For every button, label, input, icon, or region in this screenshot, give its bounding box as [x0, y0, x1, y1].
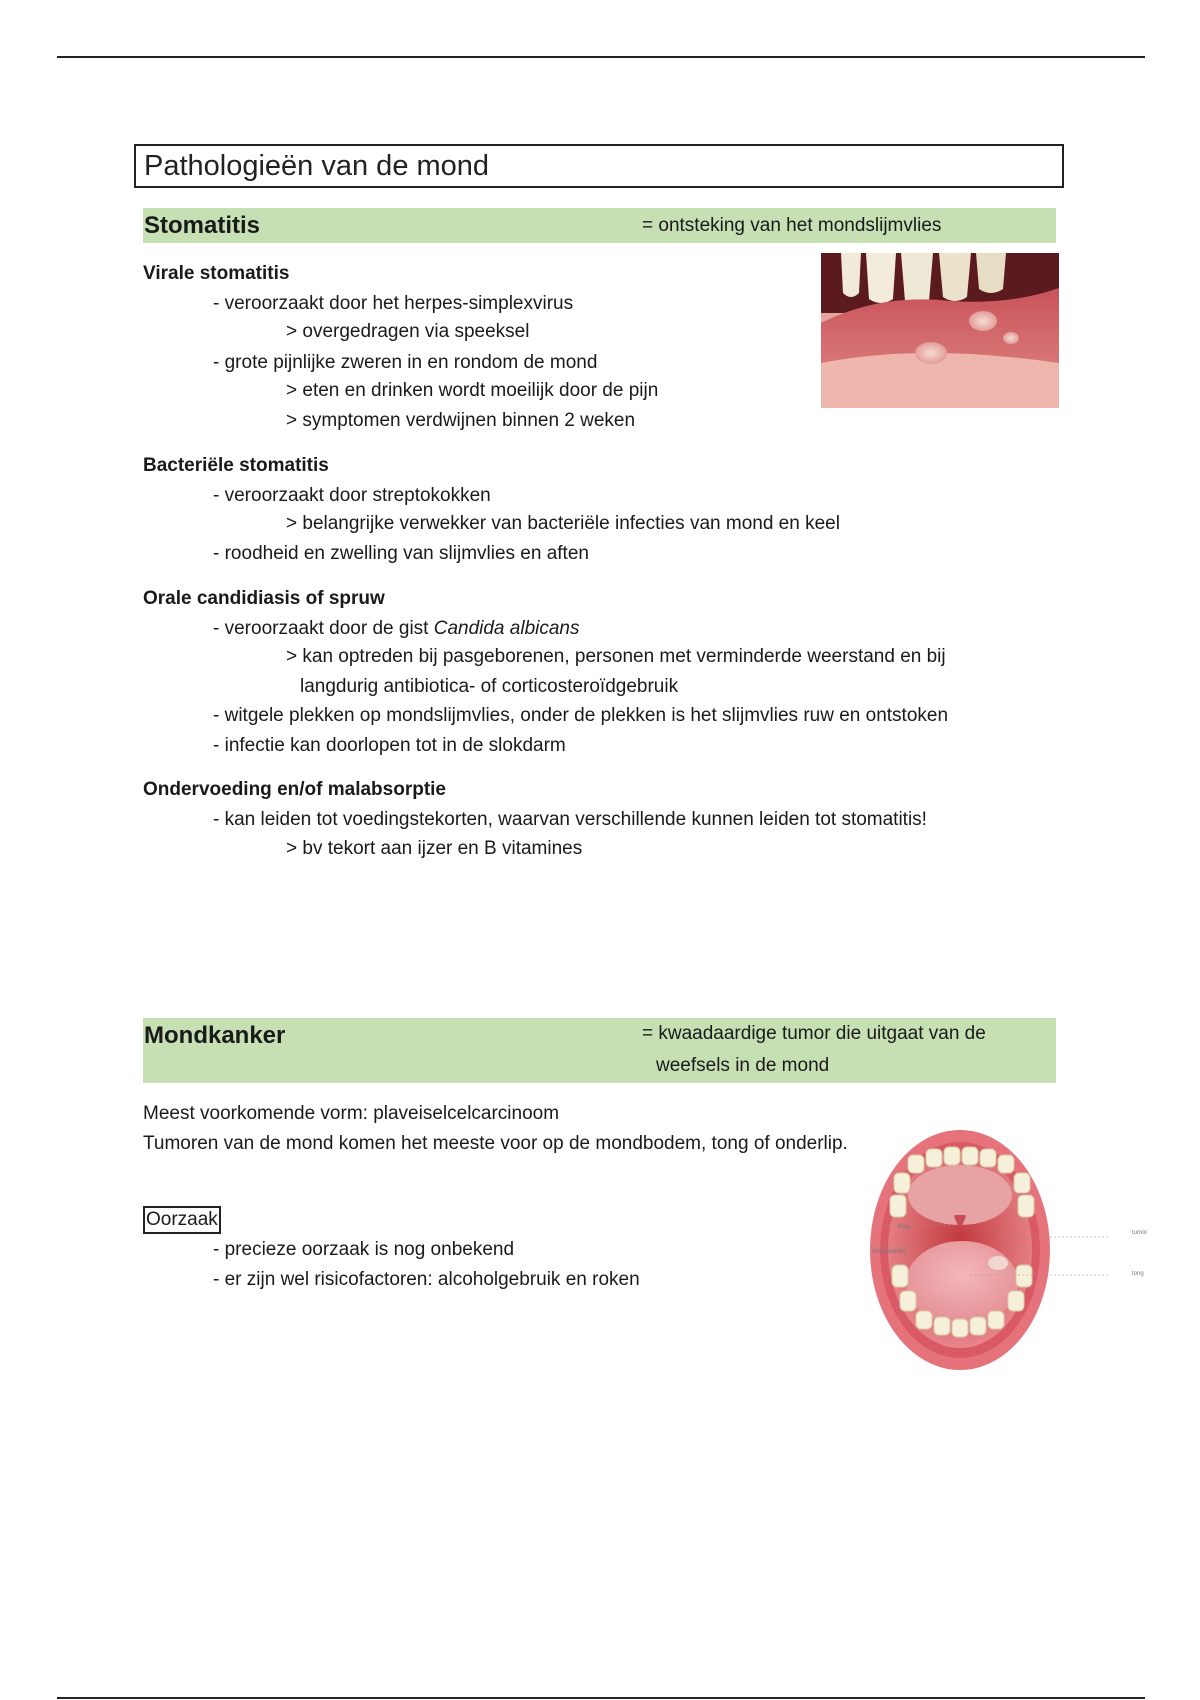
- candida-line-1-prefix: - veroorzaakt door de gist: [213, 618, 434, 639]
- viral-line-1: - veroorzaakt door het herpes-simplexvirus: [213, 293, 574, 314]
- viral-line-4: > eten en drinken wordt moeilijk door de pijn: [286, 380, 659, 401]
- viral-line-3: - grote pijnlijke zweren in en rondom de mond: [213, 352, 598, 373]
- candida-line-2: > kan optreden bij pasgeborenen, personen met verminderde weerstand en bij: [286, 646, 946, 667]
- stomatitis-heading: Stomatitis: [144, 212, 261, 239]
- mouth-ulcer-photo: [821, 253, 1059, 408]
- cause-line-1: - precieze oorzaak is nog onbekend: [213, 1239, 515, 1260]
- candida-species: Candida albicans: [433, 618, 580, 639]
- stomatitis-definition: = ontsteking van het mondslijmvlies: [642, 215, 942, 236]
- mouth-anatomy-diagram: [870, 1115, 1170, 1370]
- candida-heading: Orale candidiasis of spruw: [143, 588, 385, 609]
- candida-line-5: - infectie kan doorlopen tot in de slokdarm: [213, 735, 566, 756]
- malnutrition-line-2: > bv tekort aan ijzer en B vitamines: [286, 838, 583, 859]
- mondkanker-definition: [642, 1018, 1042, 1082]
- header-rule: [57, 56, 1145, 58]
- mondkanker-paragraph-1: Meest voorkomende vorm: plaveiselcelcarcinoom: [143, 1103, 560, 1124]
- mondkanker-heading: Mondkanker: [144, 1022, 286, 1049]
- diagram-label-huig: huig: [898, 1224, 910, 1230]
- stomatitis-header-bar: [143, 208, 1056, 243]
- malnutrition-line-1: - kan leiden tot voedingstekorten, waarvan verschillende kunnen leiden tot stomatitis!: [213, 809, 927, 830]
- mondkanker-paragraph-2: Tumoren van de mond komen het meeste voor op de mondbodem, tong of onderlip.: [143, 1133, 848, 1154]
- footer-rule: [57, 1697, 1145, 1699]
- mondkanker-header-bar: [143, 1018, 1056, 1083]
- bacterial-line-3: - roodheid en zwelling van slijmvlies en aften: [213, 543, 589, 564]
- cause-heading: Oorzaak: [143, 1206, 221, 1234]
- page-title: Pathologieën van de mond: [134, 144, 1064, 188]
- diagram-label-tong: tong: [1132, 1271, 1144, 1277]
- cause-line-2: - er zijn wel risicofactoren: alcoholgebruik en roken: [213, 1269, 640, 1290]
- malnutrition-heading: Ondervoeding en/of malabsorptie: [143, 779, 446, 800]
- viral-line-5: > symptomen verdwijnen binnen 2 weken: [286, 410, 636, 431]
- bacterial-line-2: > belangrijke verwekker van bacteriële infecties van mond en keel: [286, 513, 840, 534]
- candida-line-4: - witgele plekken op mondslijmvlies, onder de plekken is het slijmvlies ruw en ontstoken: [213, 705, 949, 726]
- bacterial-heading: Bacteriële stomatitis: [143, 455, 329, 476]
- bacterial-line-1: - veroorzaakt door streptokokken: [213, 485, 491, 506]
- candida-line-3: langdurig antibiotica- of corticosteroïdgebruik: [300, 676, 679, 697]
- viral-heading: Virale stomatitis: [143, 263, 290, 284]
- viral-line-2: > overgedragen via speeksel: [286, 321, 530, 342]
- mondkanker-definition-line-2: weefsels in de mond: [656, 1055, 830, 1076]
- candida-line-1: [213, 617, 579, 641]
- diagram-label-tumor: tumor: [1132, 1230, 1148, 1236]
- diagram-label-keelamandel: keelamandel: [872, 1249, 907, 1255]
- mondkanker-definition-line-1: = kwaadaardige tumor die uitgaat van de: [642, 1023, 986, 1044]
